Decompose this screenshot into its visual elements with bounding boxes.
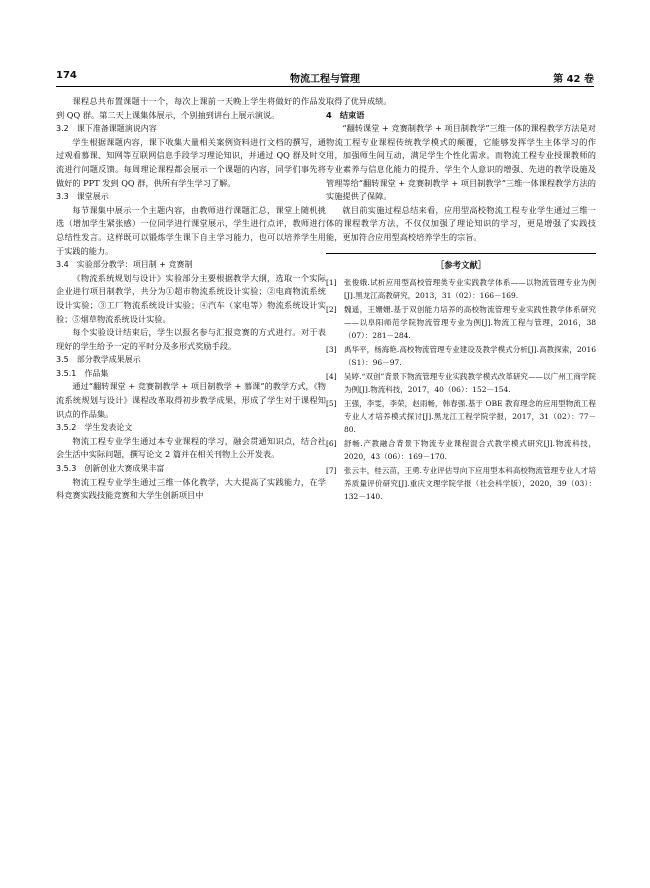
paragraph: 就目前实施过程总结来看，应用型高校物流工程专业学生通过三维一体的课程教学方法，不仅仅加强了理论知识的学习，更是增强了实践技能，更加符合应用型高校培养学生的宗旨。 [326, 204, 596, 242]
reference-list [326, 276, 596, 503]
running-header [56, 70, 594, 84]
references-title: ［参考文献］ [435, 259, 487, 270]
section-heading-3-3: 3.3 课堂展示 [56, 192, 109, 202]
paragraph: 课程总共布置课题十一个，每次上课前一天晚上学生将做好的作品发到 QQ 群。第二天上课集体展示，个别抽到讲台上展示演说。 [56, 96, 326, 120]
reference-text: 魏遥，王姗姗.基于双创能力培养的高校物流管理专业实践性教学体系研究——以阜阳师范学院物流管理专业为例[J].物流工程与管理，2016，38（07）：281－284. [344, 304, 596, 340]
reference-text: 王强，李雯，李荣，赵雨畅，韩春强.基于 OBE 教育理念的应用型物流工程专业人才培养模式探讨[J].黑龙江工程学院学报，2017，31（02）：77－80. [344, 398, 596, 434]
section-heading-3-5-2: 3.5.2 学生发表论文 [56, 423, 133, 433]
section-heading-3-5: 3.5 部分教学成果展示 [56, 355, 141, 365]
paragraph: “翻转课堂 + 竞赛制教学 + 项目制教学”三维一体的课程教学方法是对物流工程专业课程传统教学模式的颠覆，它能够发挥学生主体学习的作用，加强师生间互动，满足学生个性化需求。而物流工程专业授课教师的专业素养与信息化能力的提升、学生个人意识的增强、先进的教学设施及管理等给“翻转课堂 + 竞赛制教学 + 项目制教学”三维一体课程教学方法的实施提供了保障。 [326, 123, 596, 202]
reference-text: 张云丰，桂云苗，王勇.专业评估导向下应用型本科高校物流管理专业人才培养质量评价研究[J].重庆文理学院学报（社会科学版），2020，39（03）：132－140. [344, 465, 596, 501]
reference-text: 吴婷.“双创”背景下物流管理专业实践教学模式改革研究——以广州工商学院为例[J].物流科技，2017，40（06）：152－154. [344, 371, 596, 394]
paragraph-continuation: 取得了优异成绩。 [326, 96, 392, 106]
journal-title: 物流工程与管理 [290, 74, 360, 85]
right-column [326, 95, 596, 504]
paragraph: 物流工程专业学生通过三维一体化教学，大大提高了实践能力，在学科竞赛实践技能竞赛和大学生创新项目中 [56, 476, 326, 501]
reference-number: [5] [326, 398, 337, 408]
paragraph: 学生根据课题内容，课下收集大量相关案例资料进行文档的撰写，通过观看慕课、知网等互联网信息手段学习理论知识，并通过 QQ 群及时交流进行问题反馈。每周理论课程都会展示一个课题的内容，同学们事先将做好的 PPT 发到 QQ 群，供所有学生学习了解。 [56, 136, 326, 188]
reference-number: [1] [326, 277, 337, 287]
paragraph: 每个实验设计结束后，学生以报名参与汇报竞赛的方式进行。对于表现好的学生给予一定的平时分及多形式奖励手段。 [56, 327, 326, 351]
section-heading-3-4: 3.4 实验部分教学：项目制 + 竞赛制 [56, 260, 193, 270]
left-column [56, 95, 326, 503]
reference-item [326, 437, 596, 463]
paragraph: 通过“翻转课堂 + 竞赛制教学 + 项目制教学 + 慕课”的教学方式，《物流系统规划与设计》课程改革取得初步教学成果，形成了学生对于课程知识点的作品集。 [56, 381, 326, 419]
page-number: 174 [56, 70, 77, 81]
paragraph: 每节课集中展示一个主题内容，由教师进行课题汇总，课堂上随机挑选（增加学生紧张感）一位同学进行课堂展示，学生进行点评，教师进行总结性发言。这样既可以锻炼学生课下自主学习能力，也可以培养学生用于实践的能力。 [56, 204, 326, 256]
paragraph: 物流工程专业学生通过本专业课程的学习，融会贯通知识点，结合社会生活中实际问题，撰写论文 2 篇并在相关刊物上公开发表。 [56, 435, 326, 460]
reference-number: [6] [326, 438, 337, 448]
references-section [326, 253, 596, 503]
reference-text: 禹华平，杨海艳.高校物流管理专业建设及教学模式分析[J].高教探索，2016（S1）：96－97. [344, 344, 596, 367]
reference-text: 舒畅.产教融合背景下物流专业课程混合式教学模式研究[J].物流科技，2020，43（06）：169－170. [344, 438, 596, 461]
section-heading-4: 4 结束语 [326, 109, 365, 120]
reference-item [326, 343, 596, 369]
section-heading-3-2: 3.2 课下准备课题演说内容 [56, 124, 157, 134]
header-rule [56, 86, 594, 87]
reference-number: [2] [326, 304, 337, 314]
reference-item [326, 464, 596, 503]
reference-text: 张俊娥.试析应用型高校管理类专业实践教学体系——以物流管理专业为例[J].黑龙江高教研究，2013，31（02）：166－169. [344, 277, 596, 300]
reference-item [326, 303, 596, 342]
reference-item [326, 370, 596, 396]
section-heading-3-5-1: 3.5.1 作品集 [56, 368, 109, 378]
section-heading-3-5-3: 3.5.3 创新创业大赛成果丰富 [56, 464, 165, 474]
reference-number: [7] [326, 465, 337, 475]
reference-number: [4] [326, 371, 337, 381]
reference-number: [3] [326, 344, 337, 354]
reference-item [326, 397, 596, 436]
reference-item [326, 276, 596, 302]
paragraph: 《物流系统规划与设计》实验部分主要根据教学大纲，选取一个实际企业进行项目制教学，共分为①超市物流系统设计实验；②电商物流系统设计实验；③工厂物流系统设计实验；④汽车（家电等）物流系统设计实验；⑤烟草物流系统设计实验。 [56, 272, 326, 324]
volume-label: 第 42 卷 [553, 74, 594, 85]
